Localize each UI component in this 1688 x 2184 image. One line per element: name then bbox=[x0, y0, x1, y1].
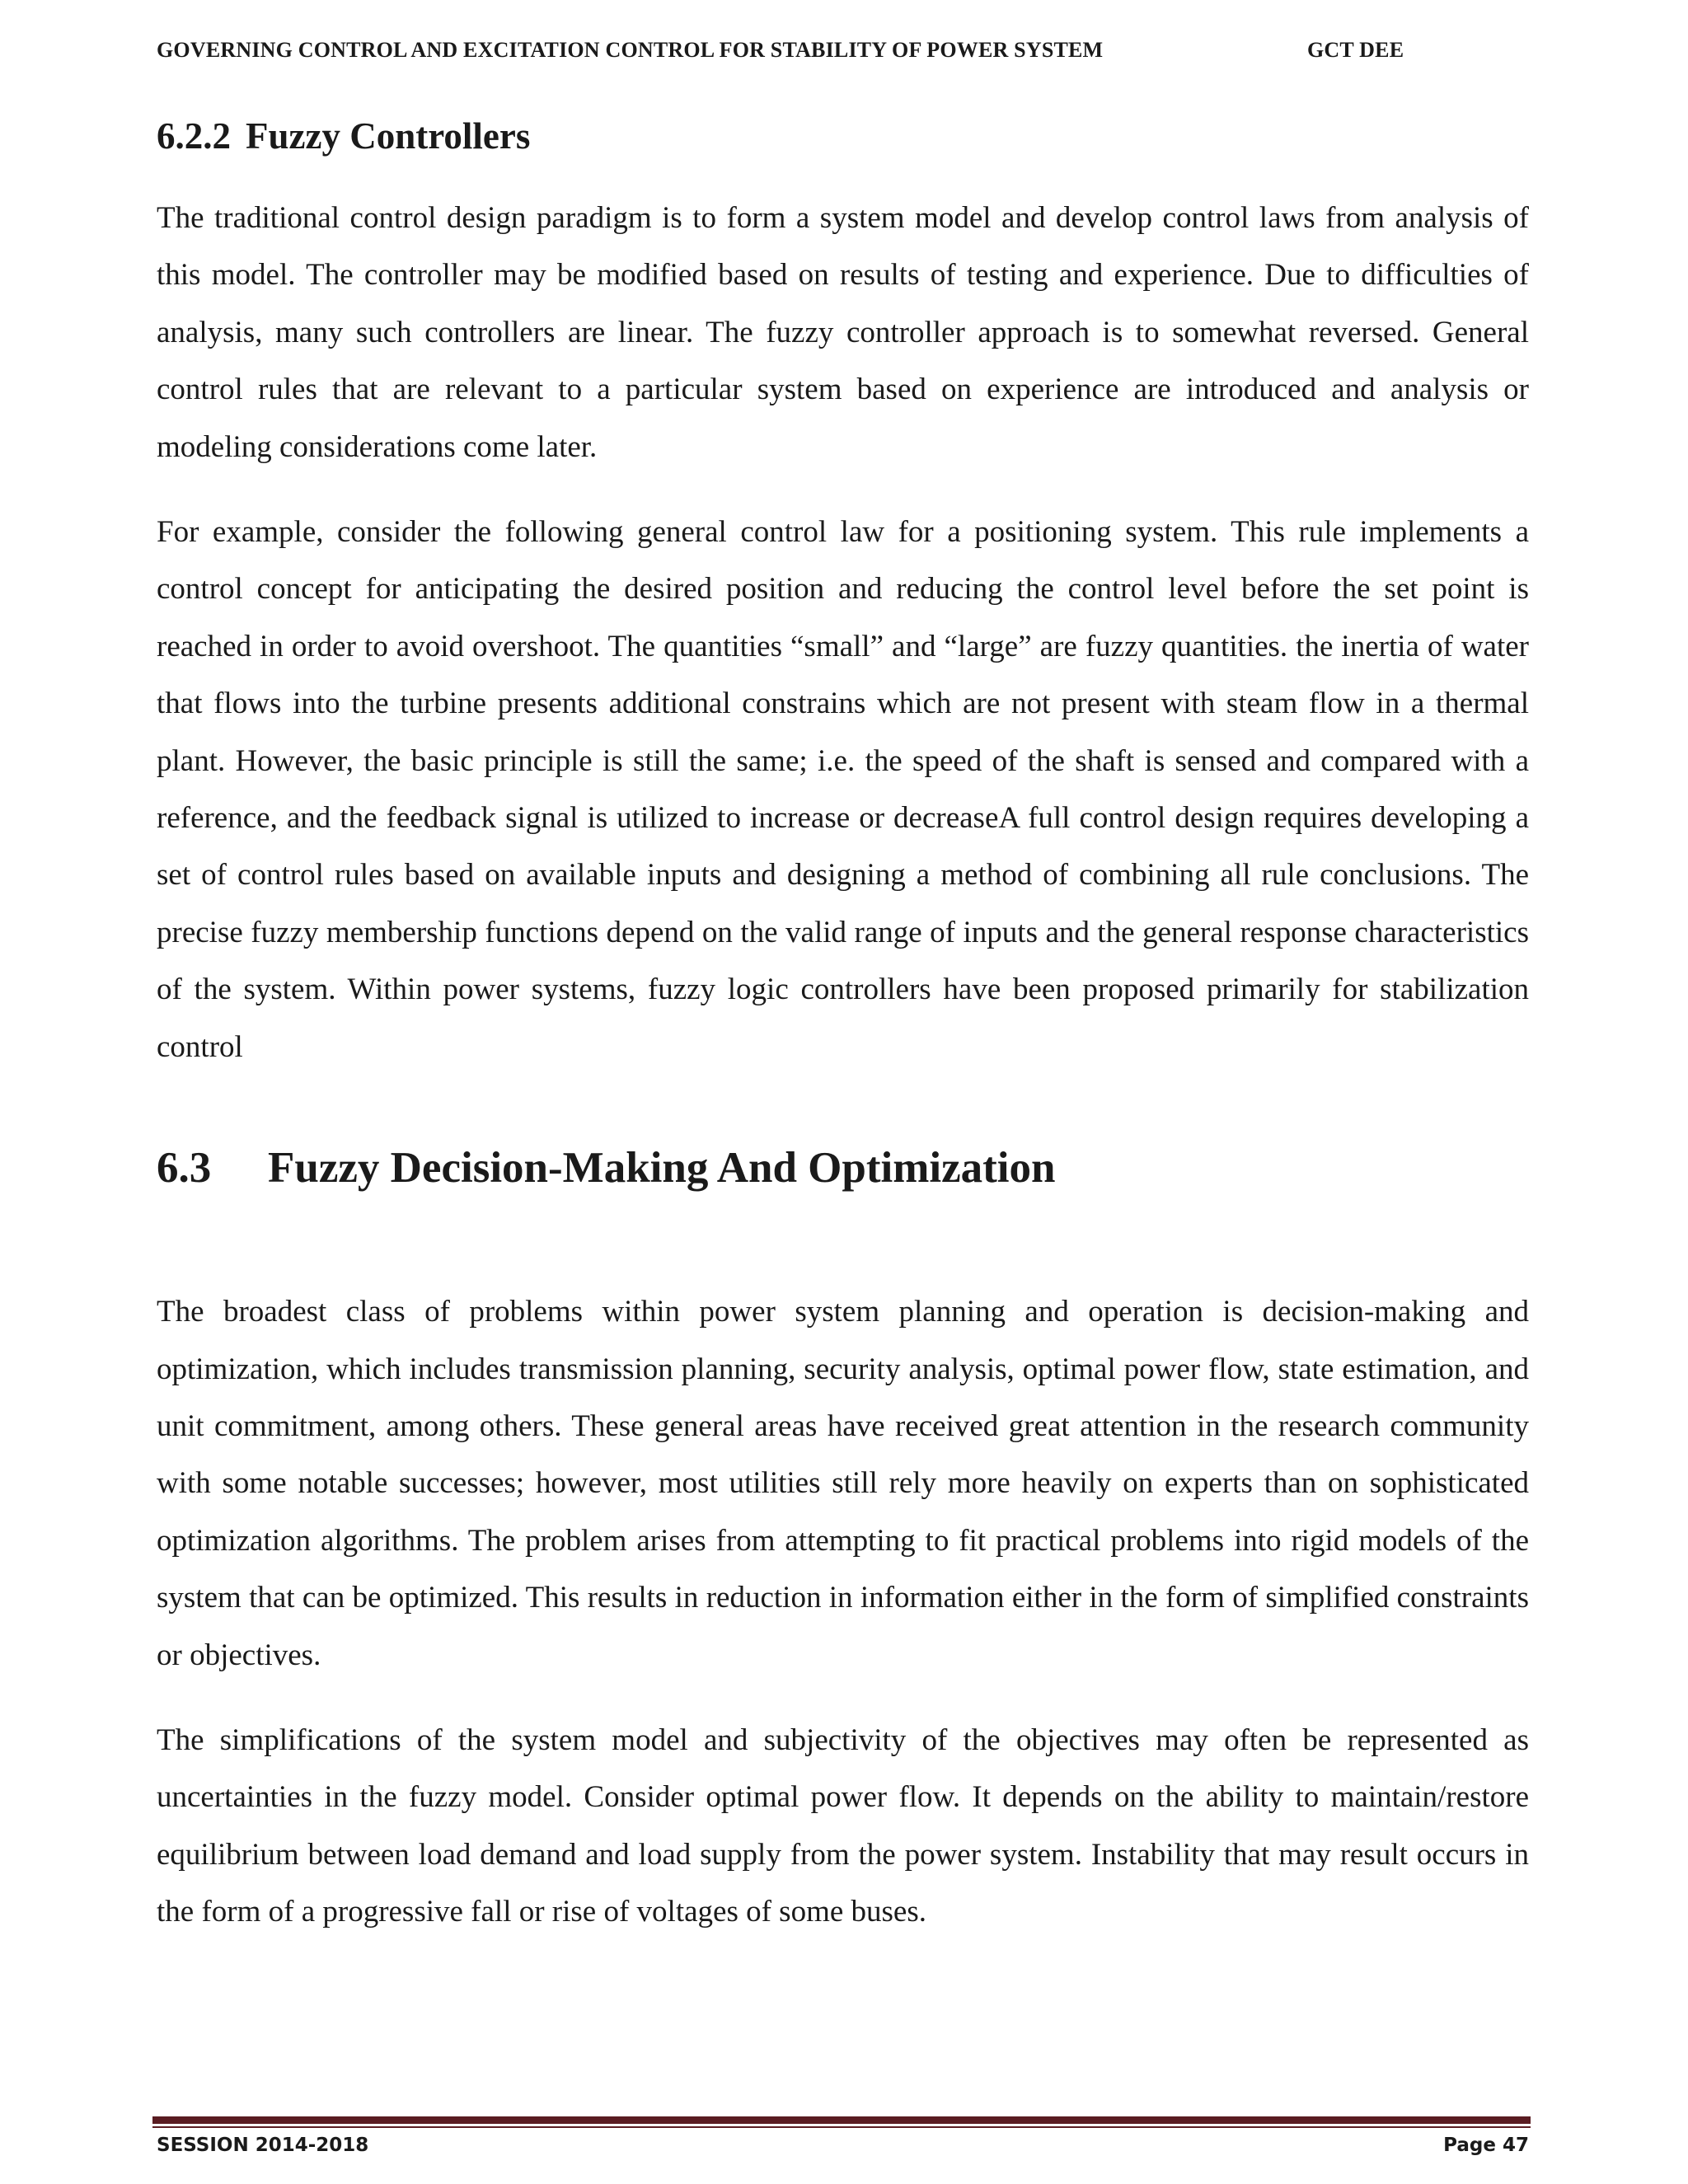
footer-page-number: Page 47 bbox=[1443, 2135, 1529, 2156]
page-content bbox=[157, 107, 1529, 1941]
section-heading bbox=[157, 1135, 1529, 1201]
section-title: Fuzzy Decision-Making And Optimization bbox=[268, 1144, 1056, 1193]
subsection-title: Fuzzy Controllers bbox=[246, 115, 531, 157]
subsection-heading bbox=[157, 107, 1529, 165]
paragraph-fuzzy-controllers-1: The traditional control design paradigm is to form a system model and develop control laws from analysis of this model. The controller may be modified based on results of testing and experience. Due to difficulties of analysis, many such controllers are linear. The fuzzy controller approach is to somewhat reversed. General control rules that are relevant to a particular system based on experience are introduced and analysis or modeling considerations come later. bbox=[157, 201, 1529, 464]
header-title: GOVERNING CONTROL AND EXCITATION CONTROL FOR STABILITY OF POWER SYSTEM bbox=[157, 38, 1104, 62]
paragraph-decision-making-2: The simplifications of the system model and subjectivity of the objectives may often be represented as uncertainties in the fuzzy model. Consider optimal power flow. It depends on the ability to maintain/restore equilibrium between load demand and load supply from the power system. Instability that may result occurs in the form of a progressive fall or rise of voltages of some buses. bbox=[157, 1722, 1529, 1929]
section-number: 6.3 bbox=[157, 1144, 212, 1193]
footer-rule-thick bbox=[152, 2116, 1531, 2124]
header-department: GCT DEE bbox=[1307, 38, 1404, 62]
paragraph-fuzzy-controllers-2: For example, consider the following general control law for a positioning system. This rule implements a control concept for anticipating the desired position and reducing the control level before the set point is reached in order to avoid overshoot. The quantities “small” and “large” are fuzzy quantities. the inertia of water that flows into the turbine presents additional constrains which are not present with steam flow in a thermal plant. However, the basic principle is still the same; i.e. the speed of the shaft is sensed and compared with a reference, and the feedback signal is utilized to increase or decreaseA full control design requires developing a set of control rules based on available inputs and designing a method of combining all rule conclusions. The precise fuzzy membership functions depend on the valid range of inputs and the general response characteristics of the system. Within power systems, fuzzy logic controllers have been proposed primarily for stabilization control bbox=[157, 515, 1529, 1064]
paragraph-decision-making-1: The broadest class of problems within power system planning and operation is decision-making and optimization, which includes transmission planning, security analysis, optimal power flow, state estimation, and unit commitment, among others. These general areas have received great attention in the research community with some notable successes; however, most utilities still rely more heavily on experts than on sophisticated optimization algorithms. The problem arises from attempting to fit practical problems into rigid models of the system that can be optimized. This results in reduction in information either in the form of simplified constraints or objectives. bbox=[157, 1295, 1529, 1672]
footer-session: SESSION 2014-2018 bbox=[157, 2135, 369, 2156]
subsection-number: 6.2.2 bbox=[157, 115, 231, 157]
footer-rule-thin bbox=[152, 2126, 1531, 2128]
